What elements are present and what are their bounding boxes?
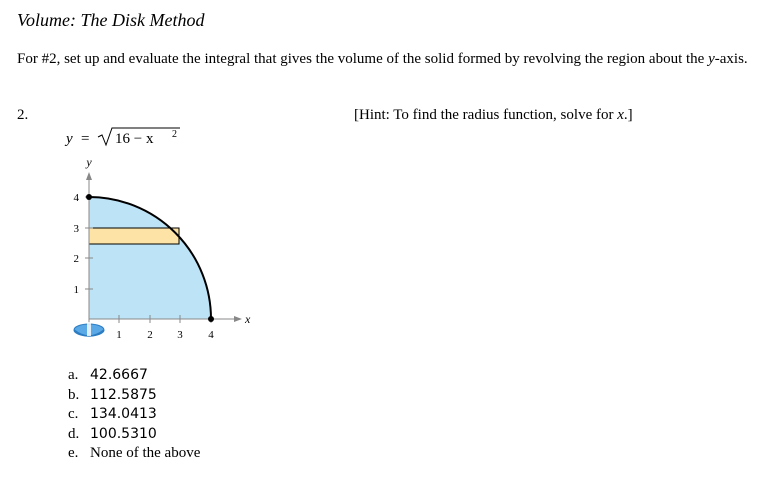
choice-value: None of the above [90, 445, 201, 462]
hint-variable: x [617, 107, 624, 123]
equation-equals: = [81, 131, 90, 147]
choice-value: 112.5875 [90, 386, 157, 403]
y-tick-labels [74, 192, 80, 296]
revolution-disk-icon [74, 322, 104, 336]
answer-choices [68, 366, 200, 464]
x-tick-2: 2 [147, 329, 153, 341]
x-axis-arrow [234, 316, 242, 322]
problem-number: 2. [17, 107, 29, 123]
choice-c[interactable] [68, 405, 200, 425]
y-tick-3: 3 [73, 223, 79, 235]
x-axis-label: x [245, 312, 251, 326]
hint-text: [Hint: To find the radius function, solve for [354, 107, 618, 123]
instructions-text-end: -axis. [714, 51, 748, 67]
x-tick-1: 1 [116, 329, 122, 341]
choice-b[interactable] [68, 386, 200, 406]
choice-value: 100.5310 [90, 425, 157, 442]
choice-a[interactable] [68, 366, 200, 386]
x-tick-3: 3 [177, 329, 183, 341]
choice-label: a. [68, 367, 79, 383]
hint-text-end: .] [623, 107, 633, 123]
choice-d[interactable] [68, 425, 200, 445]
choice-label: b. [68, 386, 80, 403]
equation-exponent: 2 [172, 129, 177, 140]
curve-endpoint-right [208, 316, 214, 322]
choice-value: 134.0413 [90, 406, 157, 423]
y-tick-1: 1 [73, 284, 79, 296]
equation-radicand: 16 − x [115, 131, 154, 147]
representative-rectangle [89, 228, 179, 244]
equation [64, 128, 180, 147]
equation-lhs: y [66, 131, 73, 147]
y-tick-2: 2 [73, 253, 79, 265]
axis-variable: y [708, 51, 715, 67]
choice-value: 42.6667 [90, 367, 148, 383]
curve-endpoint-top [86, 194, 92, 200]
choice-e[interactable] [68, 444, 200, 464]
page-title: Volume: The Disk Method [17, 10, 205, 30]
choice-label: e. [68, 445, 79, 462]
x-tick-4: 4 [208, 329, 214, 341]
shaded-region [89, 197, 211, 319]
y-axis-arrow [86, 172, 92, 180]
x-tick-labels [116, 329, 214, 341]
y-axis-label: y [86, 155, 92, 169]
y-tick-4: 4 [73, 192, 79, 204]
choice-label: d. [68, 425, 80, 442]
instructions-text: For #2, set up and evaluate the integral that gives the volume of the solid formed by revolving the region about the [17, 51, 709, 67]
choice-label: c. [68, 406, 79, 423]
